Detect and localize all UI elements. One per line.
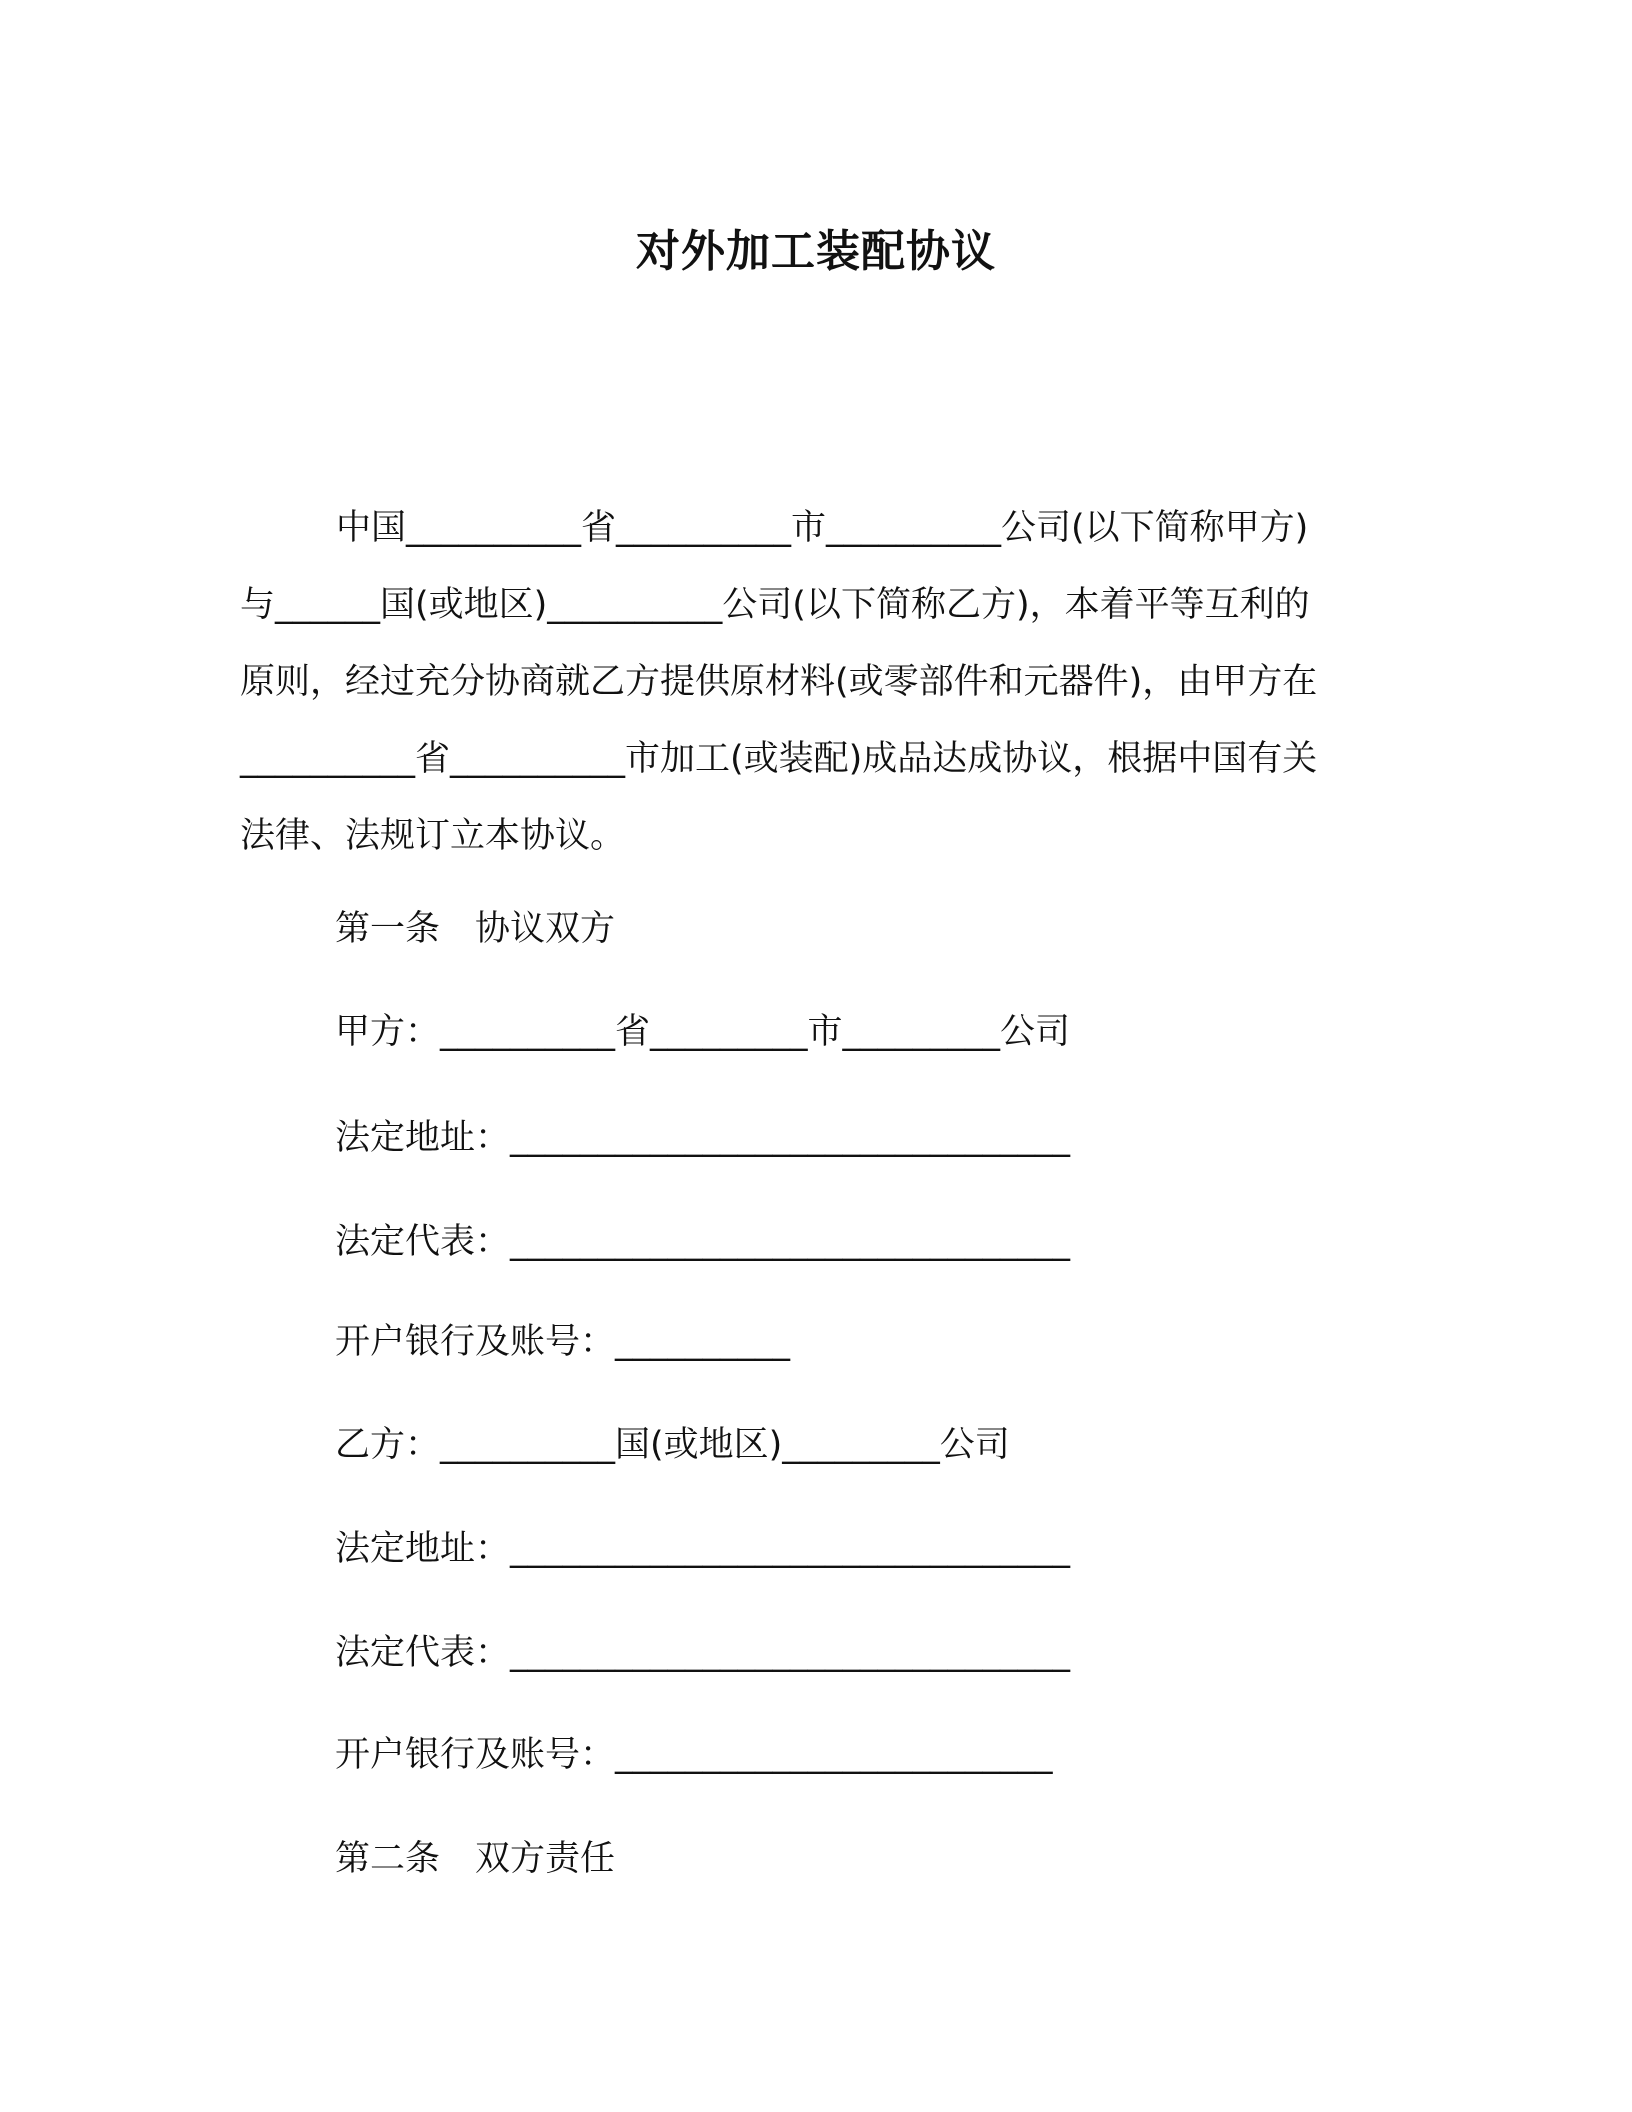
intro-line-5: 法律、法规订立本协议。 — [240, 816, 626, 856]
party-a-representative-line: 法定代表：________________________________ — [335, 1222, 1071, 1262]
intro-line-3: 原则，经过充分协商就乙方提供原材料(或零部件和元器件)，由甲方在 — [240, 662, 1318, 702]
intro-paragraph — [240, 490, 1390, 875]
intro-line-1: 中国__________省__________市__________公司(以下简称甲方) — [336, 508, 1309, 548]
party-a-name-line: 甲方：__________省_________市_________公司 — [335, 1012, 1071, 1052]
intro-line-4: __________省__________市加工(或装配)成品达成协议，根据中国有关 — [240, 739, 1318, 779]
party-a-address-line: 法定地址：________________________________ — [335, 1118, 1071, 1158]
intro-line-2: 与______国(或地区)__________公司(以下简称乙方)，本着平等互利的 — [240, 585, 1310, 625]
party-b-bank-line: 开户银行及账号：_________________________ — [335, 1735, 1053, 1775]
party-b-representative-line: 法定代表：________________________________ — [335, 1633, 1071, 1673]
party-b-address-line: 法定地址：________________________________ — [335, 1529, 1071, 1569]
party-b-name-line: 乙方：__________国(或地区)_________公司 — [335, 1425, 1010, 1465]
article-2-heading: 第二条 双方责任 — [335, 1839, 616, 1879]
article-1-heading: 第一条 协议双方 — [335, 909, 616, 949]
document-title: 对外加工装配协议 — [636, 226, 996, 277]
party-a-bank-line: 开户银行及账号：__________ — [335, 1322, 791, 1362]
